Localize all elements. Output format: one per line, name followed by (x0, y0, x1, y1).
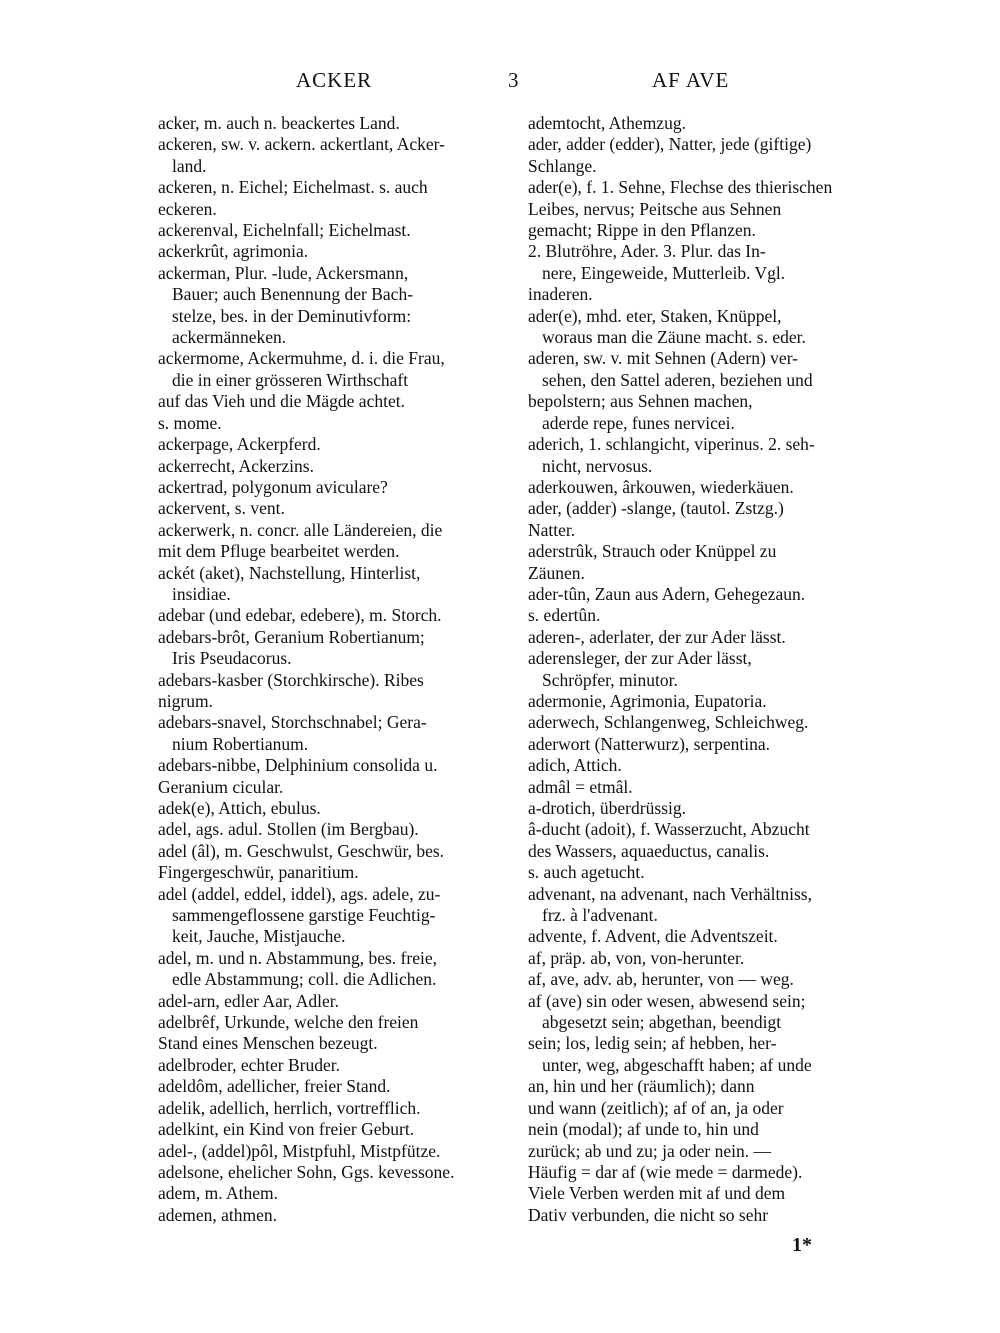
dictionary-line: insidiae. (172, 583, 231, 604)
dictionary-line: adel-, (addel)pôl, Mistpfuhl, Mistpfütze. (158, 1140, 441, 1161)
running-head-left: ACKER (296, 68, 373, 92)
dictionary-line: aderwech, Schlangenweg, Schleichweg. (528, 712, 809, 733)
dictionary-line: adeldôm, adellicher, freier Stand. (158, 1076, 391, 1097)
dictionary-line: ader, adder (edder), Natter, jede (giftige) (528, 134, 812, 155)
dictionary-line: ademen, athmen. (158, 1204, 278, 1225)
dictionary-line: s. edertûn. (528, 605, 601, 626)
dictionary-line: ackermome, Ackermuhme, d. i. die Frau, (158, 348, 445, 369)
dictionary-line: Bauer; auch Benennung der Bach- (172, 284, 414, 305)
dictionary-line: adermonie, Agrimonia, Eupatoria. (528, 690, 767, 711)
dictionary-line: abgesetzt sein; abgethan, beendigt (542, 1012, 782, 1033)
dictionary-line: adek(e), Attich, ebulus. (158, 798, 321, 818)
dictionary-line: nicht, nervosus. (542, 455, 653, 476)
dictionary-line: frz. à l'advenant. (542, 905, 658, 926)
dictionary-line: sehen, den Sattel aderen, beziehen und (542, 369, 813, 390)
dictionary-line: ackerman, Plur. -lude, Ackersmann, (158, 262, 409, 283)
dictionary-line: Iris Pseudacorus. (172, 648, 292, 669)
right-column (528, 113, 878, 1226)
dictionary-line: s. mome. (158, 412, 222, 433)
dictionary-line: unter, weg, abgeschafft haben; af unde (542, 1054, 812, 1075)
dictionary-line: a-drotich, überdrüssig. (528, 798, 686, 818)
dictionary-line: adel-arn, edler Aar, Adler. (158, 990, 340, 1011)
dictionary-line: ader(e), f. 1. Sehne, Flechse des thierischen (528, 177, 833, 198)
dictionary-line: aderen, sw. v. mit Sehnen (Adern) ver- (528, 348, 798, 369)
dictionary-line: af, präp. ab, von, von-herunter. (528, 947, 745, 968)
dictionary-line: ackeren, n. Eichel; Eichelmast. s. auch (158, 177, 428, 198)
dictionary-line: adelik, adellich, herrlich, vortrefflich. (158, 1097, 421, 1118)
dictionary-line: ackét (aket), Nachstellung, Hinterlist, (158, 562, 421, 583)
dictionary-line: Geranium cicular. (158, 776, 284, 797)
dictionary-line: adich, Attich. (528, 755, 622, 776)
dictionary-line: Natter. (528, 519, 576, 540)
dictionary-line: adebars-kasber (Storchkirsche). Ribes (158, 669, 424, 690)
dictionary-line: nere, Eingeweide, Mutterleib. Vgl. (542, 262, 786, 283)
dictionary-line: aderen-, aderlater, der zur Ader lässt. (528, 626, 786, 647)
dictionary-line: adem, m. Athem. (158, 1183, 279, 1204)
dictionary-line: edle Abstammung; coll. die Adlichen. (172, 969, 437, 990)
dictionary-line: ackerwerk, n. concr. alle Ländereien, die (158, 519, 443, 540)
dictionary-line: â-ducht (adoit), f. Wasserzucht, Abzucht (528, 819, 810, 840)
dictionary-line: ademtocht, Athemzug. (528, 113, 686, 133)
dictionary-line: Fingergeschwür, panaritium. (158, 862, 359, 883)
dictionary-line: Stand eines Menschen bezeugt. (158, 1033, 378, 1054)
dictionary-line: s. auch agetucht. (528, 862, 645, 883)
dictionary-line: eckeren. (158, 198, 217, 219)
dictionary-line: ackerpage, Ackerpferd. (158, 434, 321, 455)
signature-mark: 1* (792, 1234, 812, 1256)
left-column (158, 113, 498, 1226)
dictionary-line: land. (172, 155, 207, 176)
dictionary-line: adel (addel, eddel, iddel), ags. adele, zu- (158, 883, 441, 904)
dictionary-line: sein; los, ledig sein; af hebben, her- (528, 1033, 777, 1054)
dictionary-line: keit, Jauche, Mistjauche. (172, 926, 346, 947)
dictionary-line: auf das Vieh und die Mägde achtet. (158, 391, 405, 412)
dictionary-line: Viele Verben werden mit af und dem (528, 1183, 786, 1204)
dictionary-line: adelsone, ehelicher Sohn, Ggs. kevessone. (158, 1161, 455, 1182)
dictionary-line: und wann (zeitlich); af of an, ja oder (528, 1097, 784, 1118)
dictionary-line: adel, ags. adul. Stollen (im Bergbau). (158, 819, 419, 840)
dictionary-line: sammengeflossene garstige Feuchtig- (172, 905, 436, 926)
dictionary-line: aderwort (Natterwurz), serpentina. (528, 733, 770, 754)
dictionary-line: ackerenval, Eichelnfall; Eichelmast. (158, 220, 411, 241)
dictionary-line: Schröpfer, minutor. (542, 669, 678, 690)
dictionary-line: ackeren, sw. v. ackern. ackertlant, Acker- (158, 134, 445, 155)
dictionary-line: adelbrêf, Urkunde, welche den freien (158, 1012, 419, 1033)
dictionary-line: adebars-brôt, Geranium Robertianum; (158, 626, 425, 647)
dictionary-line: adelbroder, echter Bruder. (158, 1054, 340, 1075)
dictionary-line: mit dem Pfluge bearbeitet werden. (158, 541, 400, 562)
dictionary-line: aderde repe, funes nervicei. (542, 412, 735, 433)
dictionary-line: adebars-snavel, Storchschnabel; Gera- (158, 712, 427, 733)
dictionary-line: nium Robertianum. (172, 733, 309, 754)
dictionary-line: des Wassers, aquaeductus, canalis. (528, 840, 770, 861)
dictionary-line: af (ave) sin oder wesen, abwesend sein; (528, 990, 806, 1011)
dictionary-line: aderkouwen, ârkouwen, wiederkäuen. (528, 476, 794, 497)
dictionary-line: stelze, bes. in der Deminutivform: (172, 305, 412, 326)
dictionary-line: ackerkrût, agrimonia. (158, 241, 309, 262)
dictionary-line: inaderen. (528, 284, 593, 305)
dictionary-line: zurück; ab und zu; ja oder nein. — (528, 1140, 771, 1161)
dictionary-line: die in einer grösseren Wirthschaft (172, 369, 409, 390)
dictionary-line: acker, m. auch n. beackertes Land. (158, 113, 400, 133)
dictionary-line: ader-tûn, Zaun aus Adern, Gehegezaun. (528, 583, 806, 604)
dictionary-line: adel (âl), m. Geschwulst, Geschwür, bes. (158, 840, 445, 861)
dictionary-line: gemacht; Rippe in den Pflanzen. (528, 220, 756, 241)
dictionary-line: Zäunen. (528, 562, 585, 583)
dictionary-line: ackertrad, polygonum aviculare? (158, 476, 388, 497)
dictionary-line: adel, m. und n. Abstammung, bes. freie, (158, 947, 437, 968)
dictionary-line: nein (modal); af unde to, hin und (528, 1119, 759, 1140)
dictionary-line: woraus man die Zäune macht. s. eder. (542, 327, 806, 348)
dictionary-line: ader(e), mhd. eter, Staken, Knüppel, (528, 305, 782, 326)
dictionary-line: bepolstern; aus Sehnen machen, (528, 391, 753, 412)
dictionary-line: aderich, 1. schlangicht, viperinus. 2. seh- (528, 434, 815, 455)
dictionary-line: 2. Blutröhre, Ader. 3. Plur. das In- (528, 241, 766, 262)
dictionary-line: Leibes, nervus; Peitsche aus Sehnen (528, 198, 782, 219)
dictionary-line: aderstrûk, Strauch oder Knüppel zu (528, 541, 777, 562)
dictionary-line: nigrum. (158, 690, 213, 711)
dictionary-line: ackermänneken. (172, 327, 287, 348)
dictionary-line: Dativ verbunden, die nicht so sehr (528, 1204, 769, 1225)
dictionary-line: advente, f. Advent, die Adventszeit. (528, 926, 778, 947)
dictionary-line: an, hin und her (räumlich); dann (528, 1076, 755, 1097)
dictionary-line: admâl = etmâl. (528, 776, 633, 797)
dictionary-line: ackerrecht, Ackerzins. (158, 455, 314, 476)
dictionary-line: advenant, na advenant, nach Verhältniss, (528, 883, 812, 904)
dictionary-line: adebars-nibbe, Delphinium consolida u. (158, 755, 438, 776)
running-head-right: AF AVE (652, 68, 730, 92)
dictionary-line: ackervent, s. vent. (158, 498, 285, 519)
dictionary-line: adebar (und edebar, edebere), m. Storch. (158, 605, 442, 626)
dictionary-line: af, ave, adv. ab, herunter, von — weg. (528, 969, 794, 990)
page-number: 3 (508, 68, 520, 92)
dictionary-line: Häufig = dar af (wie mede = darmede). (528, 1161, 803, 1182)
dictionary-line: ader, (adder) -slange, (tautol. Zstzg.) (528, 498, 784, 519)
dictionary-line: Schlange. (528, 155, 597, 176)
dictionary-line: adelkint, ein Kind von freier Geburt. (158, 1119, 415, 1140)
dictionary-line: aderensleger, der zur Ader lässt, (528, 648, 752, 669)
